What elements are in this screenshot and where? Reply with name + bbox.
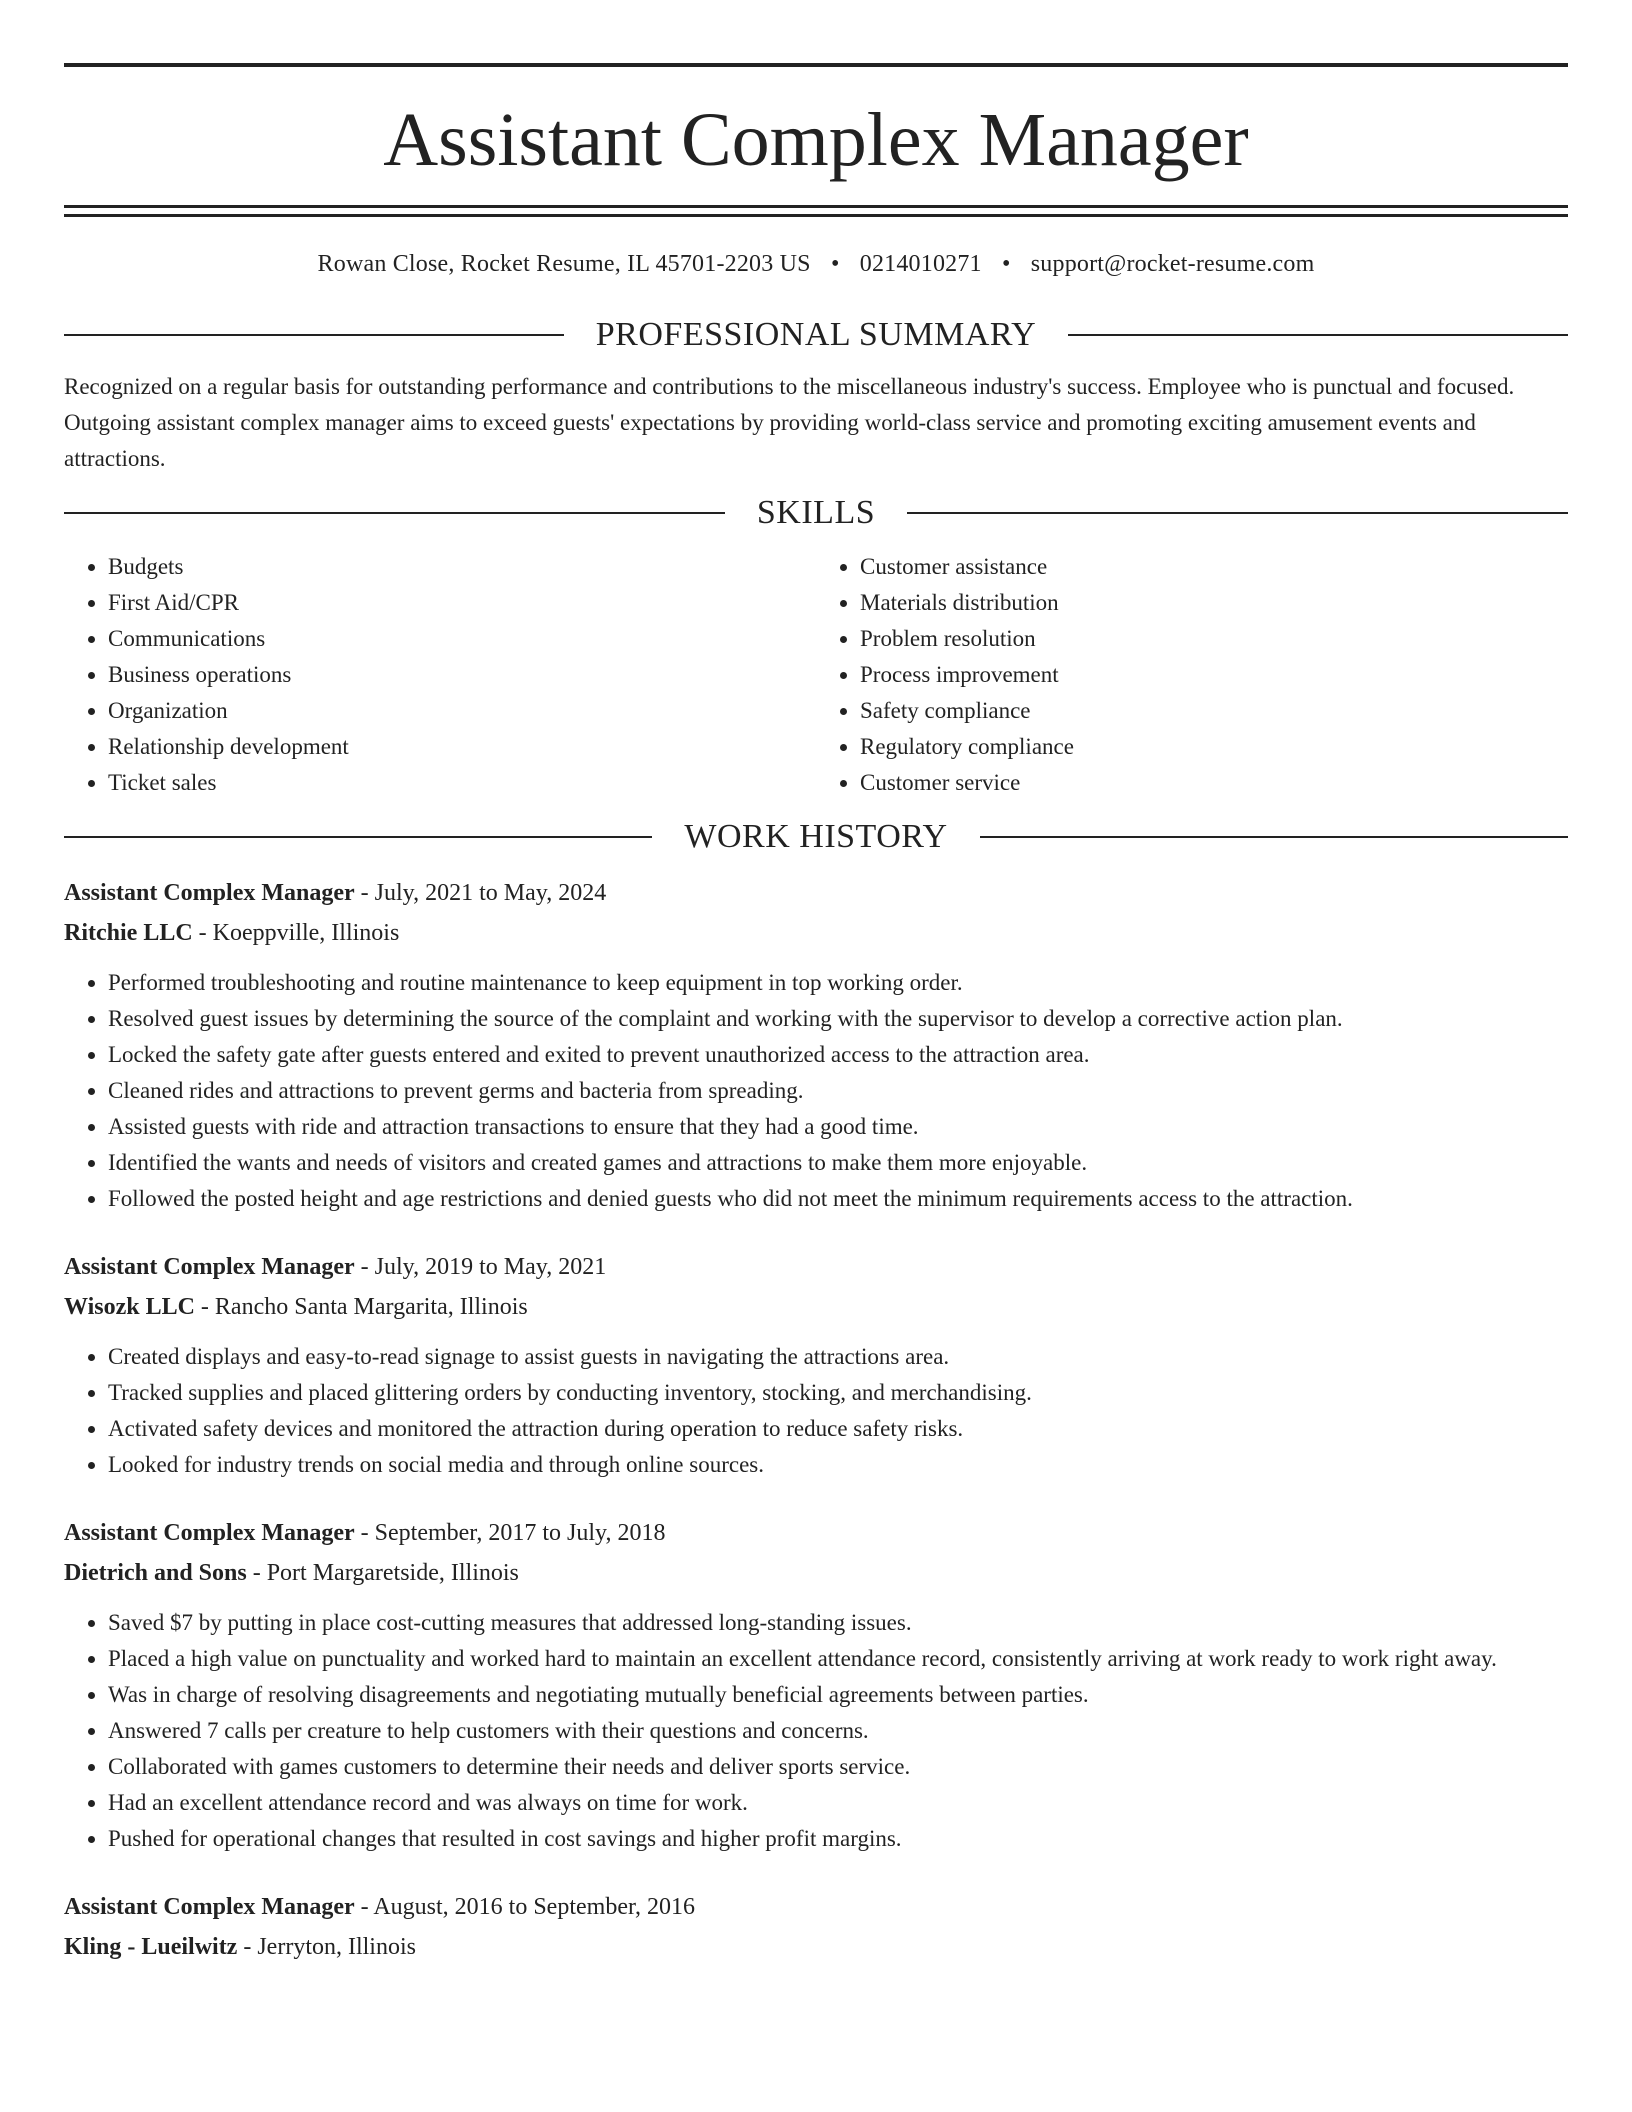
skill-item: • Problem resolution [860,621,1568,657]
skill-item: • Safety compliance [860,693,1568,729]
skill-item: • Relationship development [108,729,816,765]
job-company: Wisozk LLC [64,1294,195,1320]
job-bullet: • Performed troubleshooting and routine maintenance to keep equipment in top working order. [108,965,1568,1001]
job-bullet: • Placed a high value on punctuality and worked hard to maintain an excellent attendance record, consistently arriving at work ready to work right away. [108,1641,1568,1677]
skill-item: • Business operations [108,657,816,693]
job-company-line [64,1927,1568,1967]
skill-item: • Budgets [108,549,816,585]
job-title-line [64,1247,1568,1287]
skill-item: • Ticket sales [108,765,816,801]
work-history-list [64,873,1568,1967]
job-company: Dietrich and Sons [64,1560,247,1586]
job-title: Assistant Complex Manager [64,1894,355,1920]
job-location: - Rancho Santa Margarita, Illinois [194,1294,528,1320]
job-title-line [64,1887,1568,1927]
resume-title: Assistant Complex Manager [383,98,1249,182]
job-location: - Koeppville, Illinois [192,920,400,946]
skills-heading-text: SKILLS [756,494,876,531]
job-bullet: • Tracked supplies and placed glittering orders by conducting inventory, stocking, and merchandising. [108,1375,1568,1411]
heading-rule [64,512,725,514]
skill-item: • Organization [108,693,816,729]
job-company-line [64,1553,1568,1593]
job-bullets [64,1605,1568,1857]
skill-item: • Customer service [860,765,1568,801]
job-bullet: • Answered 7 calls per creature to help customers with their questions and concerns. [108,1713,1568,1749]
skill-item: • Communications [108,621,816,657]
contact-email: support@rocket-resume.com [1030,251,1315,277]
job-bullet: • Followed the posted height and age restrictions and denied guests who did not meet the minimum requirements access to the attraction. [108,1181,1568,1217]
skills-list [64,549,1568,801]
header-double-rule-1 [64,205,1568,208]
contact-address: Rowan Close, Rocket Resume, IL 45701-2203 US [317,251,811,277]
job-bullet: • Locked the safety gate after guests entered and exited to prevent unauthorized access to the attraction area. [108,1037,1568,1073]
job-bullet: • Saved $7 by putting in place cost-cutting measures that addressed long-standing issues. [108,1605,1568,1641]
job-company-line [64,913,1568,953]
job-entry [64,1887,1568,1967]
job-bullet: • Collaborated with games customers to determine their needs and deliver sports service. [108,1749,1568,1785]
job-bullet: • Looked for industry trends on social media and through online sources. [108,1447,1568,1483]
job-location: - Jerryton, Illinois [237,1934,416,1960]
heading-rule [907,512,1568,514]
work-heading-text: WORK HISTORY [684,818,948,855]
job-dates: - August, 2016 to September, 2016 [354,1894,696,1920]
skills-column-left [64,549,816,801]
job-dates: - July, 2021 to May, 2024 [354,880,607,906]
contact-separator: • [830,251,840,277]
skills-heading [64,491,1568,535]
resume-page [64,0,1568,1967]
summary-text: Recognized on a regular basis for outstanding performance and contributions to the miscellaneous industry's success. Employee who is punctual and focused. Outgoing assistant complex manager aims to exceed guests' expectations by providing world-class service and promoting exciting amusement events and attractions. [64,374,1515,471]
job-bullet: • Pushed for operational changes that resulted in cost savings and higher profit margins. [108,1821,1568,1857]
job-bullet: • Was in charge of resolving disagreements and negotiating mutually beneficial agreements between parties. [108,1677,1568,1713]
skill-item: • Materials distribution [860,585,1568,621]
heading-rule [1068,334,1568,336]
skill-item: • Process improvement [860,657,1568,693]
job-entry [64,1513,1568,1857]
summary-heading-text: PROFESSIONAL SUMMARY [595,316,1037,353]
work-heading [64,815,1568,859]
skill-item: • Customer assistance [860,549,1568,585]
job-title-line [64,873,1568,913]
job-bullet: • Assisted guests with ride and attraction transactions to ensure that they had a good time. [108,1109,1568,1145]
heading-rule [64,334,564,336]
job-entry [64,1247,1568,1483]
heading-rule [64,836,652,838]
job-title-line [64,1513,1568,1553]
job-bullet: • Identified the wants and needs of visitors and created games and attractions to make them more enjoyable. [108,1145,1568,1181]
job-bullet: • Created displays and easy-to-read signage to assist guests in navigating the attractions area. [108,1339,1568,1375]
job-bullet: • Resolved guest issues by determining the source of the complaint and working with the supervisor to develop a corrective action plan. [108,1001,1568,1037]
job-company: Kling - Lueilwitz [64,1934,238,1960]
skills-column-right [816,549,1568,801]
header-double-rule-2 [64,214,1568,217]
skill-item: • First Aid/CPR [108,585,816,621]
job-dates: - September, 2017 to July, 2018 [354,1520,666,1546]
job-company: Ritchie LLC [64,920,193,946]
contact-phone: 0214010271 [859,251,982,277]
job-location: - Port Margaretside, Illinois [246,1560,519,1586]
contact-line [64,251,1568,285]
job-company-line [64,1287,1568,1327]
summary-heading [64,313,1568,357]
skill-item: • Regulatory compliance [860,729,1568,765]
job-title: Assistant Complex Manager [64,1254,355,1280]
job-bullet: • Cleaned rides and attractions to prevent germs and bacteria from spreading. [108,1073,1568,1109]
contact-separator: • [1001,251,1011,277]
job-bullets [64,1339,1568,1483]
heading-rule [980,836,1568,838]
job-title: Assistant Complex Manager [64,880,355,906]
job-bullet: • Activated safety devices and monitored the attraction during operation to reduce safety risks. [108,1411,1568,1447]
job-dates: - July, 2019 to May, 2021 [354,1254,607,1280]
job-title: Assistant Complex Manager [64,1520,355,1546]
job-entry [64,873,1568,1217]
job-bullet: • Had an excellent attendance record and was always on time for work. [108,1785,1568,1821]
job-bullets [64,965,1568,1217]
